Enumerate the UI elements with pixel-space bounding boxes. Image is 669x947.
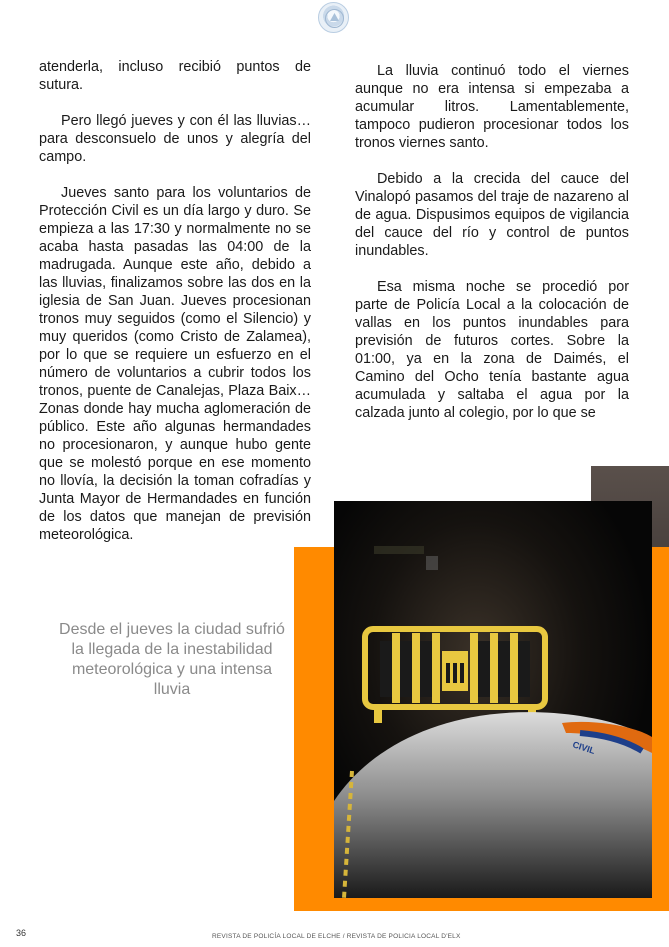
flood-barrier-photo [334,501,652,898]
left-column [39,58,311,562]
paragraph: Esa misma noche se procedió por parte de Policía Local a la colocación de vallas en los puntos inundables para previsión de futuros cortes. Sobre la 01:00, ya en la zona de Daimés, el Camino del Ocho tenía bastante agua acumulada y saltaba el agua por la calzada junto al colegio, por lo que se [355,279,629,421]
emblem-logo-icon [318,2,349,33]
page-number: 36 [16,928,27,938]
paragraph: Pero llegó jueves y con él las lluvias… para desconsuelo de unos y alegría del campo. [39,113,311,165]
right-column [355,62,629,440]
paragraph: La lluvia continuó todo el viernes aunque no era intensa si empezaba a acumular litros. Lamentablemente, tampoco pudieron procesionar todos los tronos viernes santo. [355,63,629,151]
paragraph: atenderla, incluso recibió puntos de sutura. [39,59,311,93]
pull-quote: Desde el jueves la ciudad sufrió la llegada de la inestabilidad meteorológica y una intensa lluvia [59,621,285,698]
footer-text: REVISTA DE POLICÍA LOCAL DE ELCHE / REVISTA DE POLICIA LOCAL D'ELX [212,933,461,940]
paragraph: Jueves santo para los voluntarios de Protección Civil es un día largo y duro. Se empieza a las 17:30 y normalmente no se acaba hasta pasadas las 04:00 de la madrugada. Aunque este año, debido a las lluvias, finalizamos sobre las dos en la iglesia de San Juan. Jueves procesionan tronos muy seguidos (como el Silencio) y muy queridos (como Cristo de Zalamea), por lo que se requiere un esfuerzo en el número de voluntarios a cubrir todos los tronos, puente de Canalejas, Plaza Baix… Zonas donde hay mucha aglomeración de público. Este año algunas hermandades no procesionaron, y aunque hubo gente que se molestó porque en ese momento no llovía, la decisión la toman cofradías y Junta Mayor de Hermandades en función de los datos que manejan de previsión meteorológica. [39,185,311,543]
vehicle-label: CIVIL [571,739,597,757]
paragraph: Debido a la crecida del cauce del Vinalopó pasamos del traje de nazareno al de agua. Dispusimos equipos de vigilancia del cauce del río y control de puntos inundables. [355,171,629,259]
